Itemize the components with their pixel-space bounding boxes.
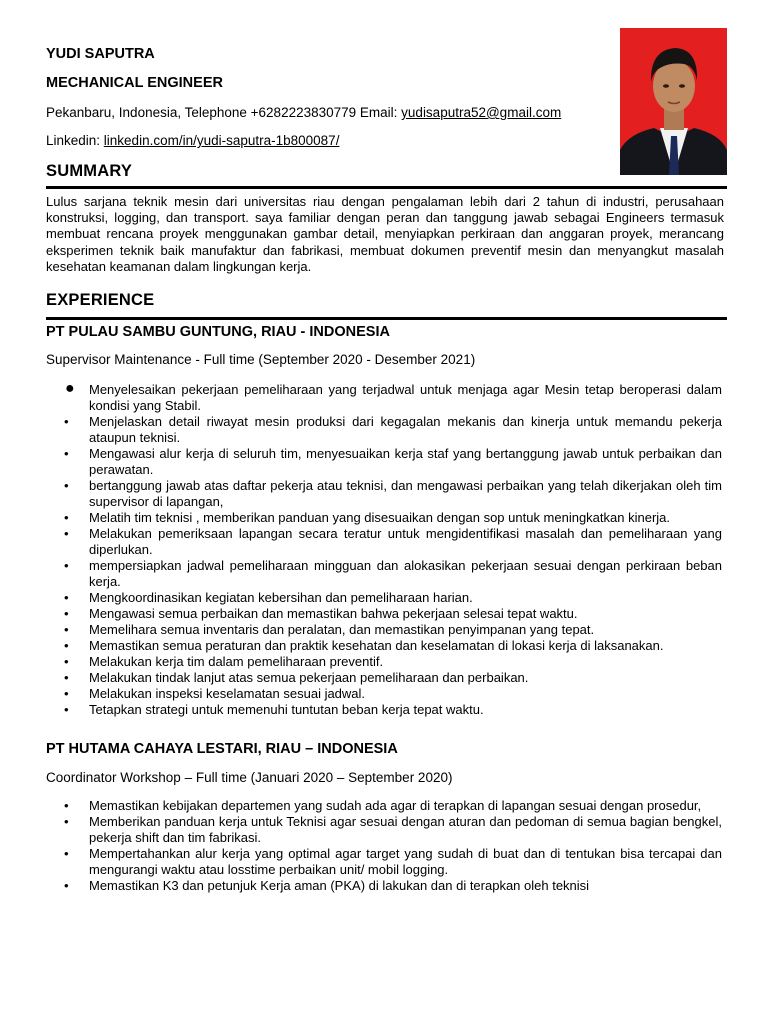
duty-text: Melatih tim teknisi , memberikan panduan yang disesuaikan dengan sop untuk meningkatkan kinerja.: [89, 510, 671, 525]
list-item: [60, 846, 722, 878]
list-item: [60, 878, 722, 894]
experience-divider: [46, 317, 727, 320]
summary-divider: [46, 186, 727, 189]
bullet-icon: •: [64, 622, 69, 637]
duty-text: Menjelaskan detail riwayat mesin produksi dari kegagalan mekanis dan kinerja untuk memandu pekerja ataupun teknisi.: [89, 414, 722, 445]
duty-text: Mengkoordinasikan kegiatan kebersihan dan pemeliharaan harian.: [89, 590, 473, 605]
bullet-icon: •: [64, 686, 69, 701]
bullet-icon: •: [64, 654, 69, 669]
list-item: [60, 478, 722, 510]
candidate-role: MECHANICAL ENGINEER: [46, 75, 223, 91]
list-item: [60, 558, 722, 590]
job-position: Supervisor Maintenance - Full time (September 2020 - Desember 2021): [46, 352, 476, 367]
duty-text: Memastikan K3 dan petunjuk Kerja aman (PKA) di lakukan dan di terapkan oleh teknisi: [89, 878, 590, 893]
list-item: [60, 446, 722, 478]
duty-text: Tetapkan strategi untuk memenuhi tuntutan beban kerja tepat waktu.: [89, 702, 484, 717]
profile-photo: [620, 28, 727, 175]
list-item: [60, 798, 722, 814]
duty-text: Melakukan tindak lanjut atas semua pekerjaan pemeliharaan dan perbaikan.: [89, 670, 529, 685]
bullet-icon: •: [64, 446, 69, 461]
duty-text: Mempertahankan alur kerja yang optimal agar target yang sudah di buat dan di tentukan bisa tercapai dan mengurangi waktu atau losstime perbaikan unit/ mobil logging.: [89, 846, 722, 877]
company-name: PT PULAU SAMBU GUNTUNG, RIAU - INDONESIA: [46, 324, 390, 340]
list-item: [60, 702, 722, 718]
duty-text: Mengawasi semua perbaikan dan memastikan bahwa pekerjaan selesai tepat waktu.: [89, 606, 578, 621]
duty-text: bertanggung jawab atas daftar pekerja atau teknisi, dan mengawasi perbaikan yang telah dikerjakan oleh tim supervisor di lapangan,: [89, 478, 722, 509]
bullet-icon: •: [64, 510, 69, 525]
list-item: [60, 670, 722, 686]
bullet-icon: ●: [65, 380, 75, 397]
duty-text: Melakukan kerja tim dalam pemeliharaan preventif.: [89, 654, 384, 669]
duty-text: Memelihara semua inventaris dan peralatan, dan memastikan penyimpanan yang tepat.: [89, 622, 595, 637]
duty-text: Menyelesaikan pekerjaan pemeliharaan yang terjadwal untuk menjaga agar Mesin tetap beroperasi dalam kondisi yang Stabil.: [89, 382, 722, 413]
duty-text: Melakukan pemeriksaan lapangan secara teratur untuk mengidentifikasi masalah dan pemeliharaan yang diperlukan.: [89, 526, 722, 557]
bullet-icon: •: [64, 558, 69, 573]
duty-text: mempersiapkan jadwal pemeliharaan mingguan dan alokasikan pekerjaan sesuai dengan perkiraan beban kerja.: [89, 558, 722, 589]
list-item: [60, 526, 722, 558]
list-item: [60, 654, 722, 670]
list-item: [60, 638, 722, 654]
summary-text: Lulus sarjana teknik mesin dari universitas riau dengan pengalaman lebih dari 2 tahun di industri, perusahaan konstruksi, logging, dan transport. saya familiar dengan peran dan tanggung jawab sebagai Engineers termasuk membuat rencana proyek menggunakan gambar detail, menyiapkan perkiraan dan anggaran proyek, merancang eksperimen teknik baik manufaktur dan fabrikasi, membuat dokumen preventif mesin dan menyangkut masalah kesehatan keamanan dalam lingkungan kerja.: [46, 194, 724, 274]
duty-text: Melakukan inspeksi keselamatan sesuai jadwal.: [89, 686, 366, 701]
list-item: [60, 606, 722, 622]
bullet-icon: •: [64, 590, 69, 605]
bullet-icon: •: [64, 638, 69, 653]
bullet-icon: •: [64, 702, 69, 717]
list-item: [60, 622, 722, 638]
email-link[interactable]: yudisaputra52@gmail.com: [401, 105, 562, 120]
linkedin-link[interactable]: linkedin.com/in/yudi-saputra-1b800087/: [103, 133, 340, 148]
bullet-icon: •: [64, 606, 69, 621]
location-phone: Pekanbaru, Indonesia, Telephone +6282223830779 Email:: [46, 105, 402, 120]
candidate-name: YUDI SAPUTRA: [46, 46, 155, 62]
bullet-icon: •: [64, 414, 69, 429]
duty-text: Memberikan panduan kerja untuk Teknisi agar sesuai dengan aturan dan pedoman di semua bagian bengkel, pekerja shift dan tim fabrikasi.: [89, 814, 722, 845]
company-name: PT HUTAMA CAHAYA LESTARI, RIAU – INDONESIA: [46, 741, 398, 757]
bullet-icon: •: [64, 670, 69, 685]
person-portrait-icon: [620, 28, 727, 175]
summary-heading: SUMMARY: [46, 162, 133, 180]
list-item: [60, 590, 722, 606]
experience-heading: EXPERIENCE: [46, 291, 155, 309]
duty-text: Mengawasi alur kerja di seluruh tim, menyesuaikan kerja staf yang bertanggung jawab untuk perbaikan dan perawatan.: [89, 446, 722, 477]
bullet-icon: •: [64, 814, 69, 829]
job-position: Coordinator Workshop – Full time (Januari 2020 – September 2020): [46, 770, 453, 785]
job-duties-list: [60, 382, 722, 718]
list-item: [60, 382, 722, 414]
bullet-icon: •: [64, 478, 69, 493]
list-item: [60, 686, 722, 702]
contact-line: [46, 105, 561, 120]
bullet-icon: •: [64, 798, 69, 813]
linkedin-label: Linkedin:: [46, 133, 104, 148]
list-item: [60, 414, 722, 446]
job-duties-list: [60, 798, 722, 894]
duty-text: Memastikan semua peraturan dan praktik kesehatan dan keselamatan di lokasi kerja di laksanakan.: [89, 638, 664, 653]
list-item: [60, 814, 722, 846]
bullet-icon: •: [64, 846, 69, 861]
list-item: [60, 510, 722, 526]
bullet-icon: •: [64, 878, 69, 893]
linkedin-line: [46, 133, 339, 148]
duty-text: Memastikan kebijakan departemen yang sudah ada agar di terapkan di lapangan sesuai dengan prosedur,: [89, 798, 702, 813]
bullet-icon: •: [64, 526, 69, 541]
